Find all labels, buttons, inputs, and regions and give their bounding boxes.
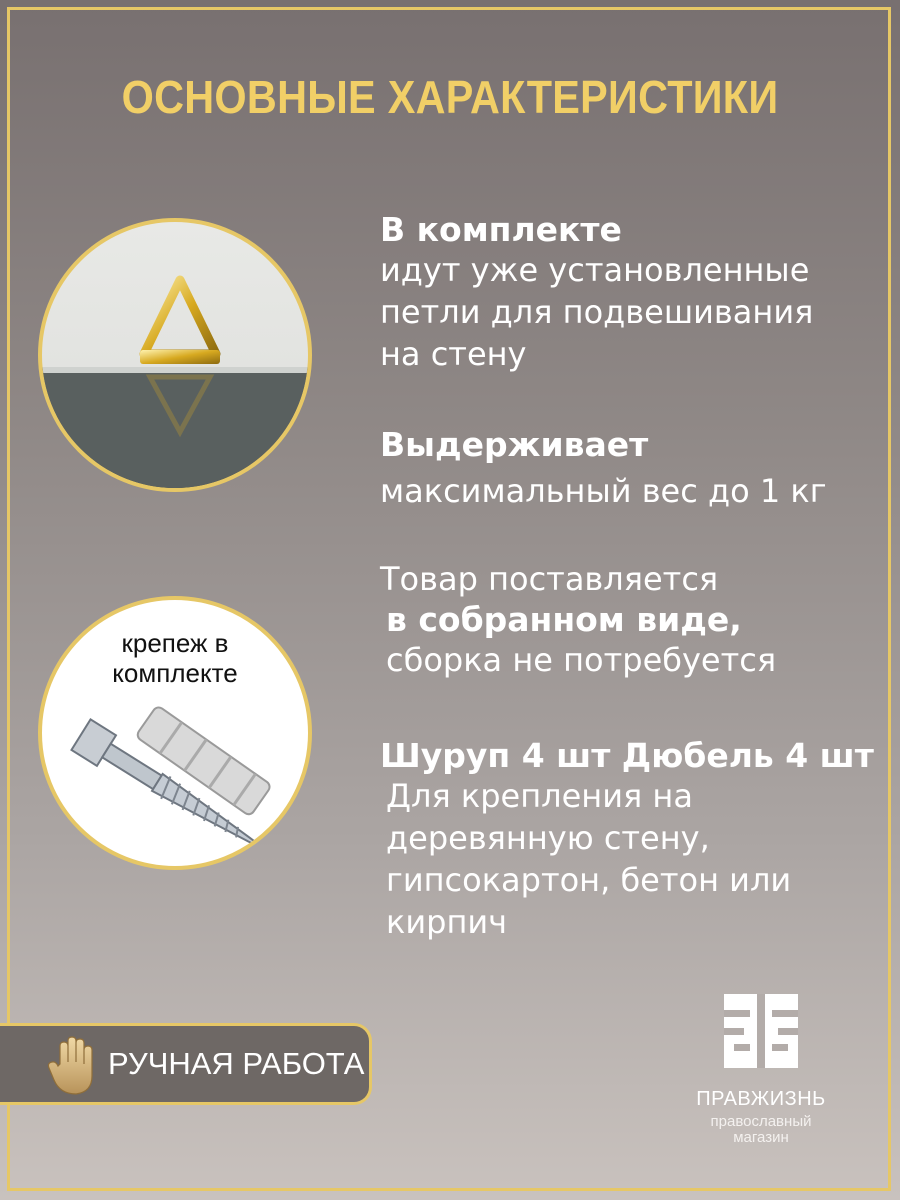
feature-fasteners [380,736,874,943]
feature-max-weight [380,425,827,512]
feature-text-line: гипсокартон, бетон или [386,861,792,899]
fastener-image [38,596,312,870]
handmade-badge [0,1023,372,1105]
feature-text-line: Товар поставляется [380,560,719,598]
screw-dowel-icon [42,600,312,870]
feature-text-line: деревянную стену, [386,819,710,857]
hand-icon [46,1036,102,1096]
brand-name: ПРАВЖИЗНЬ [696,1088,826,1110]
feature-text-line: максимальный вес до 1 кг [380,472,827,510]
feature-text-line: Для крепления на [386,777,693,815]
feature-text-line: петли для подвешивания [380,293,814,331]
brand-tagline: магазин [733,1129,789,1146]
hanger-loop-image [38,218,312,492]
feature-included-loops [380,210,813,375]
triangle-hanger-icon [42,222,312,492]
feature-text-line: сборка не потребуется [386,641,777,679]
feature-heading: Выдерживает [380,425,649,464]
feature-assembled [380,558,776,681]
feature-heading: Шуруп 4 шт Дюбель 4 шт [380,736,874,775]
feature-heading: В комплекте [380,210,622,249]
feature-text-line: на стену [380,335,527,373]
feature-bold-text: в собранном виде, [386,600,742,639]
cross-logo-icon [724,994,798,1068]
handmade-label: РУЧНАЯ РАБОТА [108,1046,365,1081]
brand-tagline: православный [710,1113,812,1130]
page-title: ОСНОВНЫЕ ХАРАКТЕРИСТИКИ [121,71,779,123]
fastener-label: крепеж в комплекте [112,628,238,688]
feature-text-line: кирпич [386,903,508,941]
feature-text-line: идут уже установленные [380,251,810,289]
